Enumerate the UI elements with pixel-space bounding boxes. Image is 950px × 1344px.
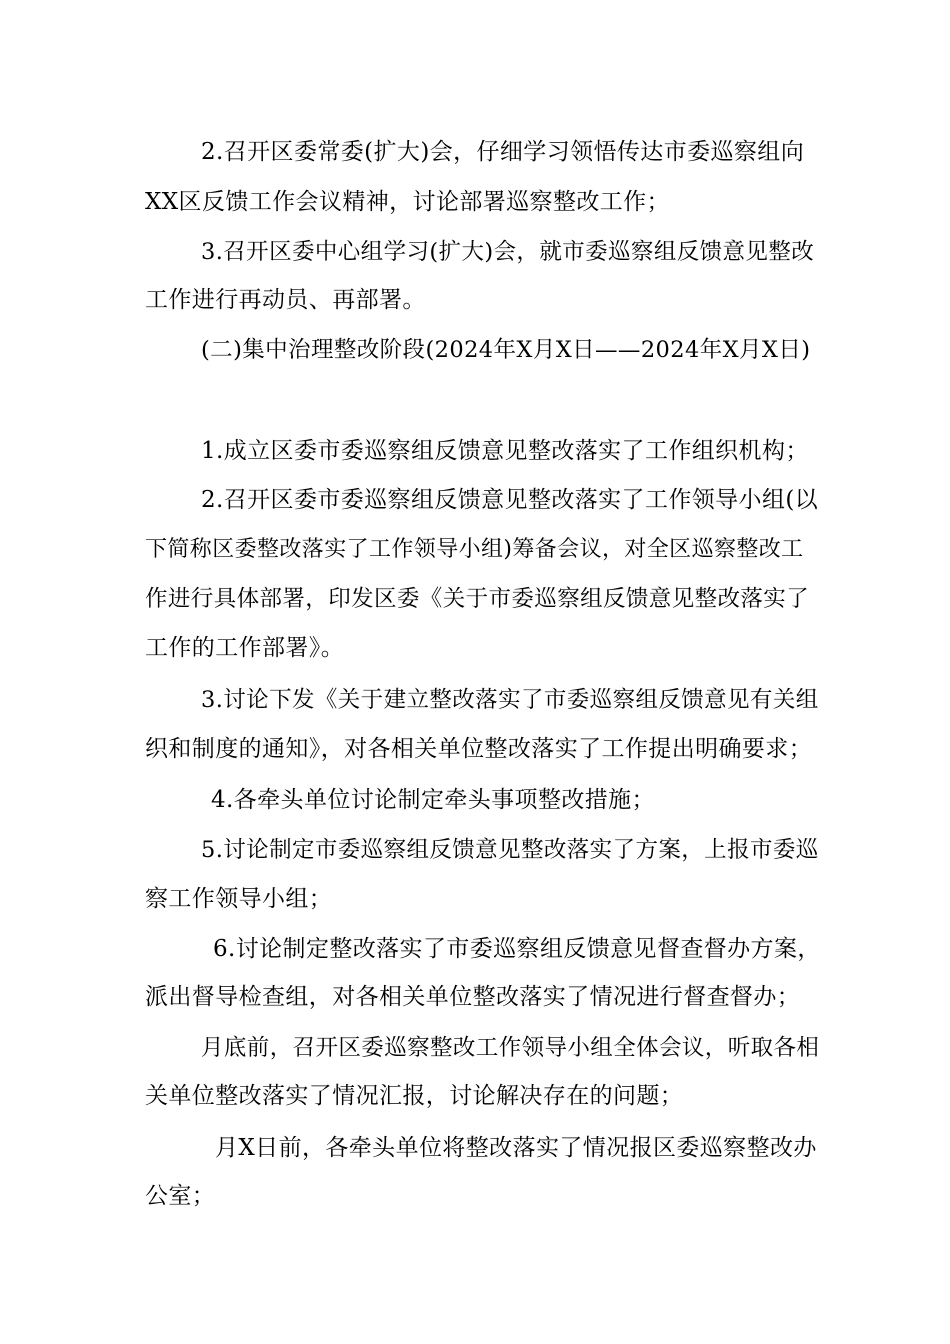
paragraph-line: 1.成立区委市委巡察组反馈意见整改落实了工作组织机构； xyxy=(201,438,809,464)
paragraph-line: 关单位整改落实了情况汇报，讨论解决存在的问题； xyxy=(145,1083,684,1109)
paragraph-line: 月X日前，各牵头单位将整改落实了情况报区委巡察整改办 xyxy=(215,1135,817,1161)
paragraph-line: 2.召开区委市委巡察组反馈意见整改落实了工作领导小组(以 xyxy=(201,487,819,513)
paragraph-line: 派出督导检查组，对各相关单位整改落实了情况进行督查督办； xyxy=(145,984,801,1010)
paragraph-line: 5.讨论制定市委巡察组反馈意见整改落实了方案，上报市委巡 xyxy=(201,837,819,863)
paragraph-line: 工作进行再动员、再部署。 xyxy=(145,287,426,313)
paragraph-line: 3.讨论下发《关于建立整改落实了市委巡察组反馈意见有关组 xyxy=(201,687,819,713)
paragraph-line: 公室； xyxy=(145,1183,216,1209)
paragraph-line: 作进行具体部署，印发区委《关于市委巡察组反馈意见整改落实了 xyxy=(145,586,810,612)
paragraph-line: 3.召开区委中心组学习(扩大)会，就市委巡察组反馈意见整改 xyxy=(201,239,815,265)
paragraph-line: XX区反馈工作会议精神，讨论部署巡察整改工作； xyxy=(145,189,670,215)
paragraph-line: 察工作领导小组； xyxy=(145,886,333,912)
paragraph-line: 织和制度的通知》，对各相关单位整改落实了工作提出明确要求； xyxy=(145,736,813,762)
paragraph-line: 月底前，召开区委巡察整改工作领导小组全体会议，听取各相 xyxy=(201,1035,820,1061)
paragraph-line: 6.讨论制定整改落实了市委巡察组反馈意见督查督办方案， xyxy=(213,936,821,962)
section-heading: (二)集中治理整改阶段(2024年X月X日——2024年X月X日) xyxy=(201,337,811,363)
paragraph-line: 下简称区委整改落实了工作领导小组)筹备会议，对全区巡察整改工 xyxy=(145,537,804,562)
paragraph-line: 4.各牵头单位讨论制定牵头事项整改措施； xyxy=(211,787,655,813)
paragraph-line: 工作的工作部署》。 xyxy=(145,635,345,661)
paragraph-line: 2.召开区委常委(扩大)会，仔细学习领悟传达市委巡察组向 xyxy=(201,139,805,165)
